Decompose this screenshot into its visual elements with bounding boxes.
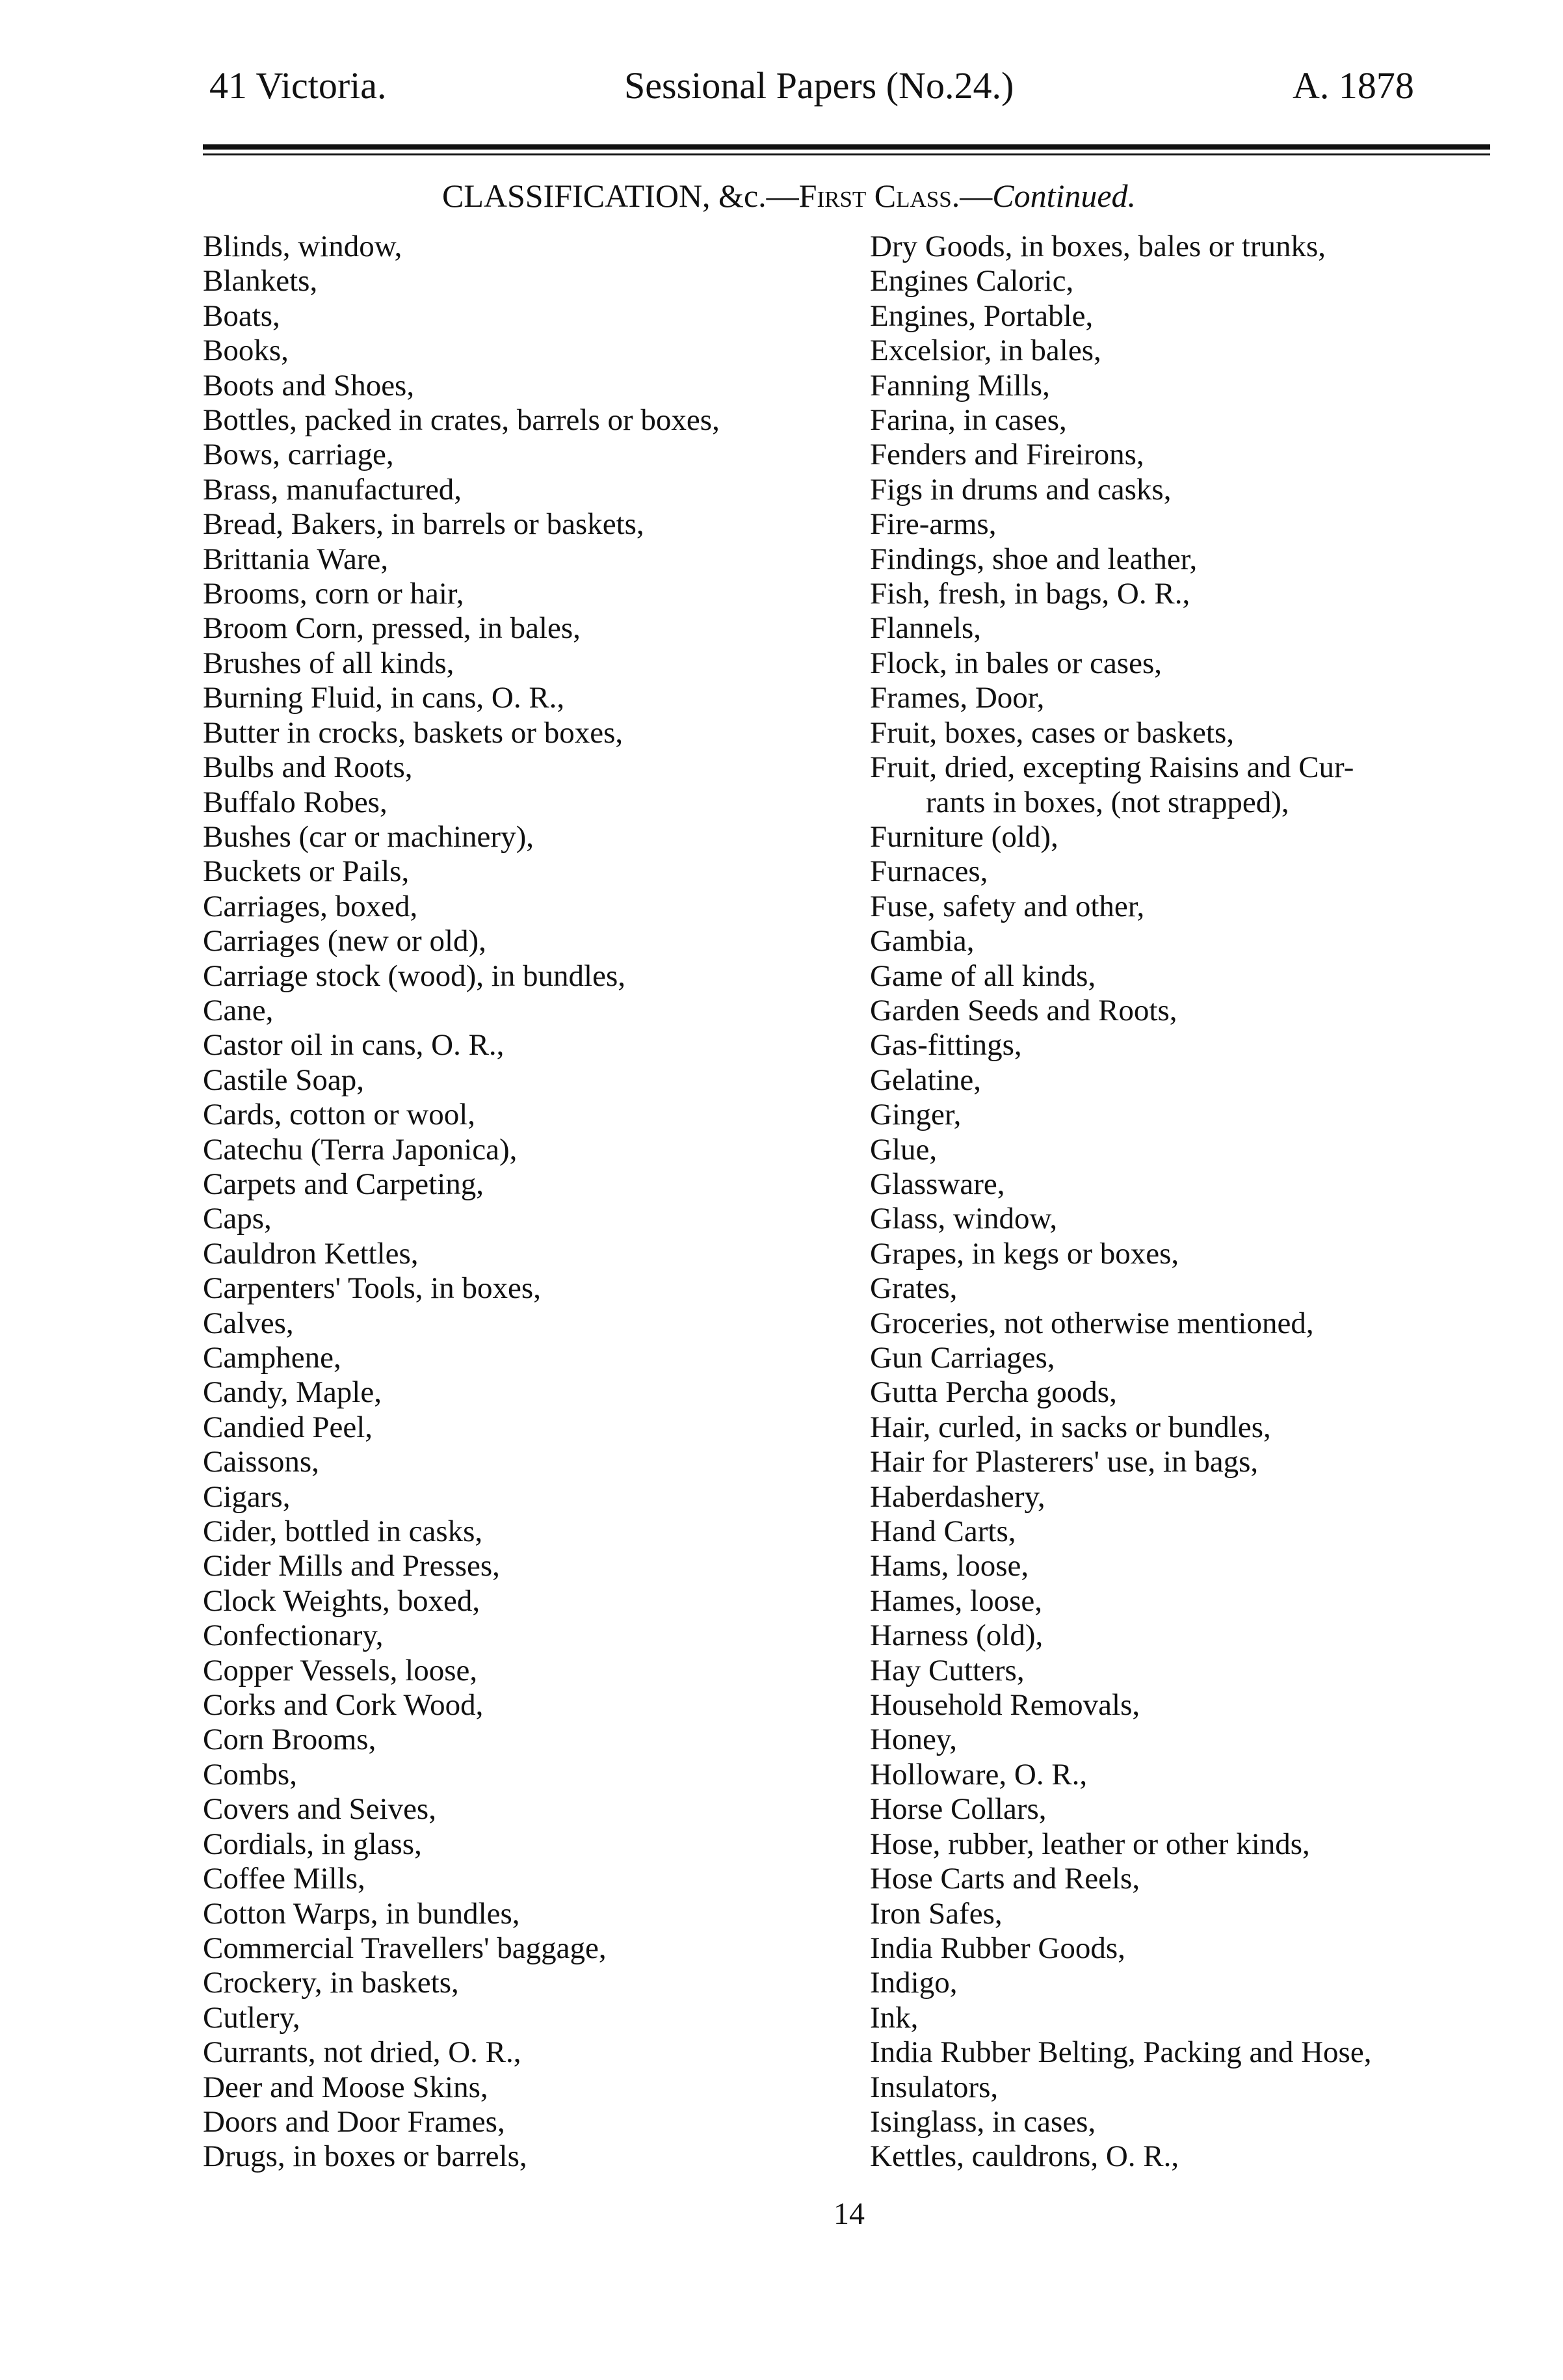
list-item: Blankets, — [203, 264, 318, 298]
title-class-label: First Class — [798, 178, 952, 214]
list-item: Fanning Mills, — [870, 368, 1050, 403]
list-item: Harness (old), — [870, 1619, 1044, 1653]
list-item: Carriages (new or old), — [203, 924, 486, 959]
list-item: Bows, carriage, — [203, 438, 394, 472]
list-item: Copper Vessels, loose, — [203, 1653, 478, 1687]
list-item: Findings, shoe and leather, — [870, 542, 1198, 576]
list-item: Coffee Mills, — [203, 1862, 365, 1896]
list-item: Carpets and Carpeting, — [203, 1167, 484, 1201]
list-item: Insulators, — [870, 2070, 999, 2104]
list-item: Boots and Shoes, — [203, 368, 415, 403]
list-item: Corks and Cork Wood, — [203, 1688, 484, 1723]
list-item: Cider, bottled in casks, — [203, 1514, 483, 1549]
list-item: Flannels, — [870, 611, 982, 646]
list-item: Broom Corn, pressed, in bales, — [203, 611, 581, 646]
list-item: Caissons, — [203, 1445, 319, 1479]
header-rule-thick — [203, 144, 1490, 150]
list-item: Commercial Travellers' baggage, — [203, 1931, 607, 1965]
list-item: Grates, — [870, 1271, 958, 1306]
list-item: Glue, — [870, 1132, 938, 1167]
list-item: Gambia, — [870, 924, 975, 959]
list-item: Cards, cotton or wool, — [203, 1098, 476, 1132]
list-item: Furnaces, — [870, 854, 988, 889]
list-item: Bread, Bakers, in barrels or baskets, — [203, 507, 644, 542]
list-item: Engines, Portable, — [870, 298, 1094, 333]
list-item: Hames, loose, — [870, 1583, 1042, 1618]
list-item: Bulbs and Roots, — [203, 750, 413, 785]
header-year: A. 1878 — [1293, 64, 1414, 107]
list-item: Gas-fittings, — [870, 1028, 1022, 1063]
list-item: Drugs, in boxes or barrels, — [203, 2139, 527, 2174]
list-item: Gelatine, — [870, 1063, 981, 1097]
list-item: Cotton Warps, in bundles, — [203, 1896, 520, 1931]
list-item: Blinds, window, — [203, 230, 402, 263]
list-item: Haberdashery, — [870, 1479, 1045, 1514]
list-item: Glassware, — [870, 1167, 1005, 1201]
list-item: Candied Peel, — [203, 1410, 373, 1444]
list-item: Buffalo Robes, — [203, 785, 387, 819]
list-item: Fuse, safety and other, — [870, 889, 1145, 923]
list-item: Cordials, in glass, — [203, 1827, 422, 1861]
list-item: Glass, window, — [870, 1202, 1058, 1236]
list-item: Engines Caloric, — [870, 264, 1074, 298]
list-item: Household Removals, — [870, 1688, 1140, 1723]
list-item: Fruit, dried, excepting Raisins and Cur- — [870, 750, 1354, 785]
list-item: Castor oil in cans, O. R., — [203, 1028, 505, 1063]
list-item: Catechu (Terra Japonica), — [203, 1132, 518, 1167]
list-item: Fruit, boxes, cases or baskets, — [870, 715, 1234, 750]
header-session: 41 Victoria. — [209, 64, 387, 107]
list-item: Brushes of all kinds, — [203, 646, 454, 680]
list-item: Cigars, — [203, 1479, 291, 1514]
list-item: Castile Soap, — [203, 1063, 365, 1097]
list-item: Boats, — [203, 298, 280, 333]
list-item: Fish, fresh, in bags, O. R., — [870, 577, 1190, 611]
list-item: Corn Brooms, — [203, 1723, 376, 1757]
list-item: Butter in crocks, baskets or boxes, — [203, 715, 624, 750]
list-item: Bushes (car or machinery), — [203, 819, 534, 854]
list-item: Camphene, — [203, 1341, 341, 1375]
page-number: 14 — [834, 2197, 865, 2231]
list-item: Hose, rubber, leather or other kinds, — [870, 1827, 1310, 1861]
title-continued: Continued. — [992, 178, 1136, 214]
list-item: Flock, in bales or cases, — [870, 646, 1162, 680]
list-item: Clock Weights, boxed, — [203, 1583, 480, 1618]
list-item: Candy, Maple, — [203, 1375, 382, 1410]
header-publication: Sessional Papers (No.24.) — [624, 64, 1014, 107]
list-item: Hand Carts, — [870, 1514, 1016, 1549]
list-item: Figs in drums and casks, — [870, 472, 1172, 507]
list-item: Carpenters' Tools, in boxes, — [203, 1271, 541, 1306]
list-item: Excelsior, in bales, — [870, 334, 1101, 368]
list-item: Cider Mills and Presses, — [203, 1549, 500, 1583]
left-column-list — [203, 230, 720, 2175]
list-item: Game of all kinds, — [870, 959, 1096, 993]
list-item: Hair, curled, in sacks or bundles, — [870, 1410, 1271, 1444]
list-item: Bottles, packed in crates, barrels or boxes, — [203, 403, 720, 438]
list-item: Burning Fluid, in cans, O. R., — [203, 681, 565, 715]
list-item: India Rubber Goods, — [870, 1931, 1125, 1965]
list-item: Cauldron Kettles, — [203, 1236, 419, 1271]
list-item: Cutlery, — [203, 2000, 300, 2035]
list-item: Fenders and Fireirons, — [870, 438, 1144, 472]
section-title — [442, 170, 1136, 221]
list-item: Confectionary, — [203, 1619, 384, 1653]
list-item: Hose Carts and Reels, — [870, 1862, 1140, 1896]
list-item: Dry Goods, in boxes, bales or trunks, — [870, 230, 1326, 263]
list-item: Currants, not dried, O. R., — [203, 2035, 521, 2070]
list-item: Furniture (old), — [870, 819, 1058, 854]
list-item: Grapes, in kegs or boxes, — [870, 1236, 1179, 1271]
list-item: Crockery, in baskets, — [203, 1966, 459, 2000]
list-item: Frames, Door, — [870, 681, 1045, 715]
list-item: Groceries, not otherwise mentioned, — [870, 1306, 1314, 1340]
list-item: Gun Carriages, — [870, 1341, 1055, 1375]
list-item: India Rubber Belting, Packing and Hose, — [870, 2035, 1372, 2070]
list-item: Doors and Door Frames, — [203, 2104, 505, 2139]
list-item: Isinglass, in cases, — [870, 2104, 1096, 2139]
title-main: CLASSIFICATION, &c.— — [442, 178, 799, 214]
list-item: Brass, manufactured, — [203, 472, 462, 507]
list-item: Fire-arms, — [870, 507, 997, 542]
list-item: Carriages, boxed, — [203, 889, 418, 923]
list-item: Indigo, — [870, 1966, 958, 2000]
list-item: Calves, — [203, 1306, 294, 1340]
list-item: Deer and Moose Skins, — [203, 2070, 488, 2104]
list-item: Honey, — [870, 1723, 958, 1757]
list-item: rants in boxes, (not strapped), — [926, 785, 1289, 819]
list-item: Buckets or Pails, — [203, 854, 410, 889]
list-item: Horse Collars, — [870, 1792, 1047, 1827]
header-rule-thin — [203, 153, 1490, 155]
list-item: Kettles, cauldrons, O. R., — [870, 2139, 1179, 2174]
running-header — [0, 60, 1563, 112]
list-item: Covers and Seives, — [203, 1792, 436, 1827]
list-item: Brittania Ware, — [203, 542, 389, 576]
list-item: Farina, in cases, — [870, 403, 1067, 438]
list-item: Ginger, — [870, 1098, 962, 1132]
list-item: Carriage stock (wood), in bundles, — [203, 959, 626, 993]
list-item: Combs, — [203, 1757, 297, 1792]
list-item: Hair for Plasterers' use, in bags, — [870, 1445, 1259, 1479]
list-item: Garden Seeds and Roots, — [870, 993, 1177, 1027]
list-item: Holloware, O. R., — [870, 1757, 1088, 1792]
list-item: Iron Safes, — [870, 1896, 1003, 1931]
list-item: Ink, — [870, 2000, 919, 2035]
list-item: Brooms, corn or hair, — [203, 577, 464, 611]
list-item: Hams, loose, — [870, 1549, 1029, 1583]
list-item: Cane, — [203, 993, 274, 1027]
right-column-list — [870, 230, 1371, 2175]
title-separator: .— — [951, 178, 993, 214]
list-item: Caps, — [203, 1202, 272, 1236]
list-item: Gutta Percha goods, — [870, 1375, 1117, 1410]
list-item: Hay Cutters, — [870, 1653, 1025, 1687]
list-item: Books, — [203, 334, 289, 368]
